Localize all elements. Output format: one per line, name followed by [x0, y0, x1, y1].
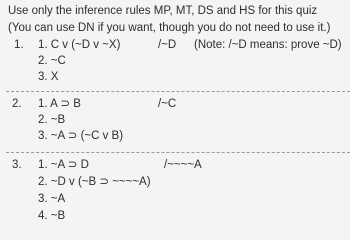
section-divider	[6, 91, 350, 92]
instructions-line-2: (You can use DN if you want, though you do not need to use it.)	[8, 22, 331, 34]
premise-line: 2. ~D v (~B ⊃ ~~~~A)	[38, 176, 151, 188]
section-divider	[6, 152, 350, 153]
problem-number: 2.	[12, 98, 22, 110]
note-text: (Note: /~D means: prove ~D)	[194, 39, 342, 51]
goal-label: /~D	[158, 39, 177, 51]
premise-line: 2. ~C	[38, 55, 66, 67]
premise-line: 2. ~B	[38, 114, 66, 126]
premise-line: 3. X	[38, 71, 59, 83]
premise-line: 3. ~A	[38, 193, 66, 205]
goal-label: /~C	[158, 98, 177, 110]
premise-line: 1. C v (~D v ~X)	[38, 39, 121, 51]
problem-number: 3.	[12, 159, 22, 171]
goal-label: /~~~~A	[164, 159, 202, 171]
premise-line: 1. A ⊃ B	[38, 98, 81, 110]
problem-number: 1.	[14, 39, 24, 51]
premise-line: 3. ~A ⊃ (~C v B)	[38, 130, 124, 142]
premise-line: 1. ~A ⊃ D	[38, 159, 89, 171]
premise-line: 4. ~B	[38, 210, 66, 222]
instructions-line-1: Use only the inference rules MP, MT, DS and HS for this quiz	[8, 5, 318, 17]
